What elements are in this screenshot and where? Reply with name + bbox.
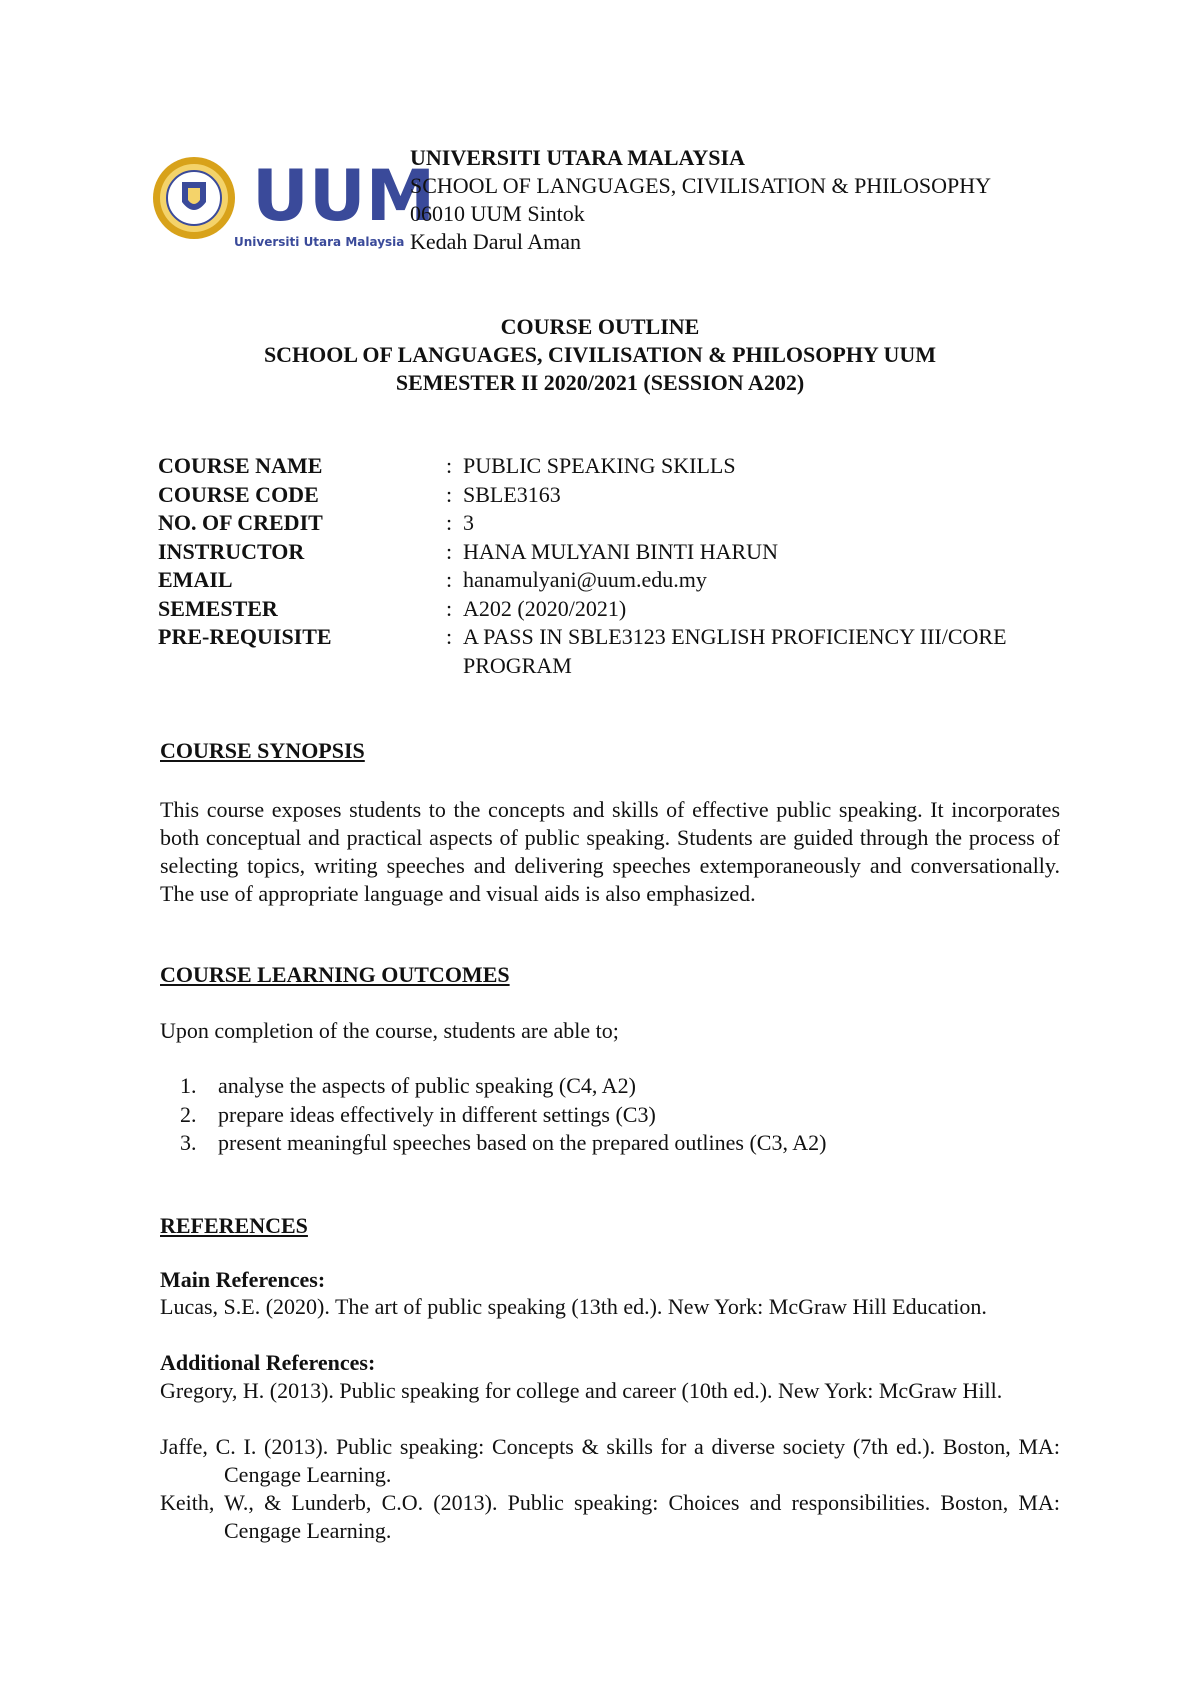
additional-references-heading: Additional References: [160, 1350, 376, 1375]
info-row [158, 481, 1082, 510]
list-item [180, 1129, 826, 1158]
info-label: PRE-REQUISITE [158, 624, 332, 649]
main-references-heading: Main References: [160, 1267, 326, 1292]
reference-entry: Jaffe, C. I. (2013). Public speaking: Concepts & skills for a diverse society (7th ed.). Boston, MA: Cengage Learning. [160, 1434, 1060, 1487]
reference-entry: Gregory, H. (2013). Public speaking for college and career (10th ed.). New York: McGraw Hill. [160, 1378, 1003, 1403]
title-line-2: SCHOOL OF LANGUAGES, CIVILISATION & PHILOSOPHY UUM [263, 342, 937, 367]
info-label: NO. OF CREDIT [158, 510, 323, 535]
info-label: EMAIL [158, 567, 233, 592]
info-value: HANA MULYANI BINTI HARUN [463, 538, 778, 564]
item-number: 1. [180, 1073, 197, 1098]
email-link[interactable]: hanamulyani@uum.edu.my [463, 567, 707, 592]
list-item [180, 1072, 826, 1101]
item-text: prepare ideas effectively in different settings (C3) [218, 1101, 656, 1127]
reference-entry: Lucas, S.E. (2020). The art of public speaking (13th ed.). New York: McGraw Hill Education. [160, 1294, 987, 1319]
info-value: A PASS IN SBLE3123 ENGLISH PROFICIENCY III/CORE PROGRAM [463, 624, 1007, 678]
info-colon: : [446, 538, 453, 564]
postcode: 06010 UUM Sintok [410, 201, 585, 226]
outcomes-intro: Upon completion of the course, students are able to; [160, 1018, 619, 1043]
item-text: present meaningful speeches based on the prepared outlines (C3, A2) [218, 1130, 827, 1155]
logo-subtext: Universiti Utara Malaysia [234, 235, 405, 249]
state: Kedah Darul Aman [410, 229, 582, 254]
document-title [0, 313, 1200, 397]
info-value: A202 (2020/2021) [463, 595, 627, 621]
title-line-1: COURSE OUTLINE [500, 314, 700, 339]
info-colon: : [446, 595, 453, 621]
info-row [158, 538, 1082, 567]
info-colon: : [446, 510, 453, 535]
info-label: COURSE NAME [158, 453, 323, 478]
header-address [410, 144, 991, 256]
info-label: INSTRUCTOR [158, 538, 305, 564]
synopsis-heading: COURSE SYNOPSIS [160, 738, 365, 763]
info-colon: : [446, 453, 453, 478]
info-colon: : [446, 567, 453, 592]
info-value: PUBLIC SPEAKING SKILLS [463, 453, 736, 478]
references-heading: REFERENCES [160, 1213, 308, 1238]
list-item [180, 1101, 826, 1130]
info-value: SBLE3163 [463, 481, 561, 507]
outcomes-heading: COURSE LEARNING OUTCOMES [160, 962, 510, 987]
info-row [158, 452, 1082, 481]
info-value: 3 [463, 510, 474, 535]
course-info-table [158, 452, 1082, 680]
item-number: 2. [180, 1101, 197, 1127]
info-row [158, 566, 1082, 595]
reference-entry: Keith, W., & Lunderb, C.O. (2013). Public speaking: Choices and responsibilities. Boston, MA: Cengage Learning. [160, 1490, 1060, 1543]
outcomes-list [180, 1072, 826, 1158]
school-name: SCHOOL OF LANGUAGES, CIVILISATION & PHILOSOPHY [410, 173, 991, 198]
title-line-3: SEMESTER II 2020/2021 (SESSION A202) [395, 370, 805, 395]
uum-logo [152, 152, 436, 252]
info-row [158, 623, 1082, 680]
item-text: analyse the aspects of public speaking (C4, A2) [218, 1073, 636, 1098]
item-number: 3. [180, 1130, 197, 1155]
info-row [158, 509, 1082, 538]
info-colon: : [446, 624, 453, 649]
info-label: SEMESTER [158, 595, 278, 621]
logo-wordmark: UUM [252, 155, 436, 237]
synopsis-text: This course exposes students to the concepts and skills of effective public speaking. It incorporates both conceptual and practical aspects of public speaking. Students are guided through the process of selecting topics, writing speeches and delivering speeches extemporaneously and conversationally. The use of appropriate language and visual aids is also emphasized. [160, 797, 1060, 906]
info-row [158, 595, 1082, 624]
info-colon: : [446, 481, 453, 507]
university-name: UNIVERSITI UTARA MALAYSIA [410, 145, 745, 170]
info-label: COURSE CODE [158, 481, 319, 507]
